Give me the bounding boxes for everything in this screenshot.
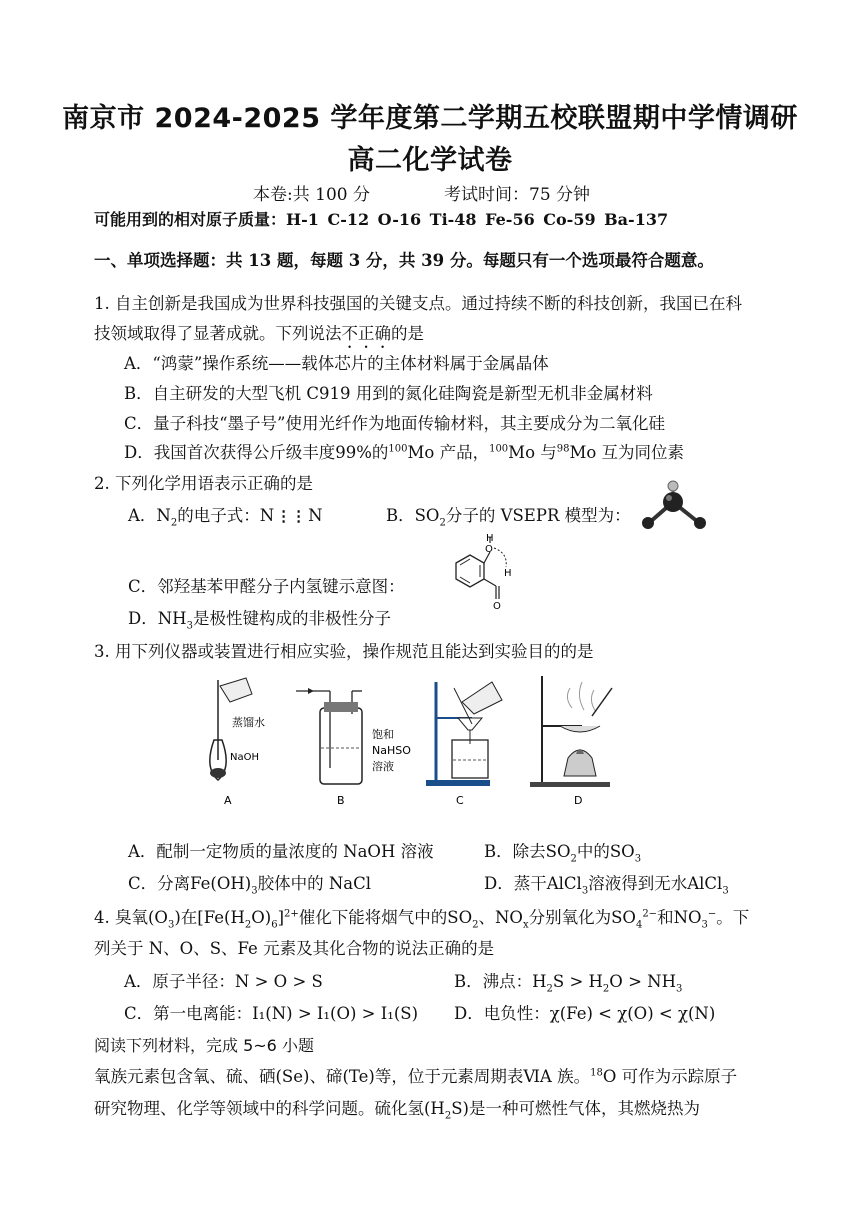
q3-d-alcl3b: AlCl <box>687 874 723 893</box>
q4-ozone: (O <box>148 908 168 927</box>
q4-stem-line1: 4. 臭氧$(O_3)$在$[Fe(H_2O)_6]^{2+}$催化下能将烟气中的$SO_2$、$NO_x$分别氧化为$SO_4^{2-}$和$NO_3^-$。下 <box>94 908 750 931</box>
q3-option-b <box>484 838 641 864</box>
q2-a-text2: 的电子式： <box>177 506 260 525</box>
q1-d-text: D．我国首次获得公斤级丰度99%的 <box>124 443 389 462</box>
fig-sat-label: 饱和 <box>372 728 394 741</box>
q1-option-a: A．“鸿蒙”操作系统——载体芯片的主体材料属于金属晶体 <box>124 354 549 373</box>
q3-b-so3: SO <box>609 842 635 861</box>
q1-d-end: Mo 互为同位素 <box>569 443 685 462</box>
q2-a-dots: ⋮⋮ <box>276 507 307 525</box>
q2-b-text2: 分子的 VSEPR 模型为： <box>445 506 631 525</box>
q4-option-b <box>454 968 682 994</box>
q1-option-b: B．自主研发的大型飞机 C919 用到的氮化硅陶瓷是新型无机非金属材料 <box>124 384 653 403</box>
q4-d-value: χ(Fe) < χ(O) < χ(N) <box>549 1004 716 1023</box>
q4-nox-sub: x <box>522 919 529 931</box>
q2-option-a <box>128 502 323 528</box>
fig-nahso3-label: NaHSO <box>372 744 411 757</box>
passage-h2s-close: S) <box>451 1099 469 1118</box>
passage-line1 <box>94 1063 737 1087</box>
fig-solution-label: 溶液 <box>372 760 394 773</box>
struct-o2: O <box>493 601 501 612</box>
q2-d-text2: 是极性键构成的非极性分子 <box>192 609 391 628</box>
q4-stem-line2: 列关于 N、O、S、Fe 元素及其化合物的说法正确的是 <box>94 939 495 958</box>
q3-b-sub2: 2 <box>570 853 577 865</box>
passage-text6: 是一种可燃性气体，其燃烧热为 <box>468 1099 700 1118</box>
q2-a-n1: N <box>259 506 275 525</box>
q1-d-mo2: Mo 与 <box>508 443 557 462</box>
q3-b-so2: SO <box>545 842 571 861</box>
q1-mass100b: 100 <box>489 443 509 455</box>
q4-text5: 。下 <box>716 908 750 927</box>
q4-option-c <box>124 1000 418 1024</box>
q4-so2: SO <box>447 908 473 927</box>
atomic-masses: 可能用到的相对原子质量：H-1 C-12 O-16 Ti-48 Fe-56 Co-59 Ba-137 <box>94 210 669 229</box>
q4-b-v2: S > H <box>552 972 603 991</box>
q1-mass98: 98 <box>556 443 570 455</box>
passage-se: (Se) <box>275 1067 310 1086</box>
passage-h2s-sub: 2 <box>444 1110 452 1122</box>
passage-text4: O 可作为示踪原子 <box>602 1067 738 1086</box>
q3-c-formula: Fe(OH) <box>190 874 252 893</box>
vsepr-model-image <box>636 476 712 534</box>
struct-o1: O <box>485 544 493 555</box>
q1-stem-line1: 1. 自主创新是我国成为世界科技强国的关键支点。通过持续不断的科技创新，我国已在科 <box>94 294 742 313</box>
q1-option-c: C．量子科技“墨子号”使用光纤作为地面传输材料，其主要成分为二氧化硅 <box>124 414 665 433</box>
exam-subtitle: 高二化学试卷 <box>347 145 513 176</box>
q4-b-h: H <box>532 972 547 991</box>
q3-d-text2: 溶液得到无水 <box>588 874 688 893</box>
q4-so4: SO <box>611 908 636 927</box>
q4-a-text: A．原子半径： <box>124 972 235 991</box>
q3-c-sub: 3 <box>251 885 258 897</box>
q4-c-text: C．第一电离能： <box>124 1004 253 1023</box>
q4-and: 和 <box>657 908 674 927</box>
q3-d-text: D．蒸干 <box>484 874 547 893</box>
q4-text1: 4. 臭氧 <box>94 908 148 927</box>
q1-mass100: 100 <box>388 443 408 455</box>
q2-stem: 2. 下列化学用语表示正确的是 <box>94 474 313 493</box>
q4-b-sub3: 3 <box>675 983 683 995</box>
q3-apparatus-figure <box>200 668 620 810</box>
q3-option-c <box>128 870 371 896</box>
q1-stem-line2 <box>94 320 424 352</box>
q1-stem-end: 的是 <box>391 324 424 343</box>
passage-text5: 研究物理、化学等领域中的科学问题。硫化氢 <box>94 1099 424 1118</box>
passage-te: (Te) <box>342 1067 375 1086</box>
q1-stem-text: 技领域取得了显著成就。下列说法 <box>94 324 342 343</box>
q3-c-text2: 胶体中的 NaCl <box>257 874 372 893</box>
score-info: 本卷:共 100 分 <box>253 185 370 205</box>
fig-water-label: 蒸馏水 <box>232 716 265 729</box>
q2-option-c: C．邻羟基苯甲醛分子内氢键示意图： <box>128 577 405 596</box>
q3-d-sub2: 3 <box>722 885 729 897</box>
q4-text4: 分别氧化为 <box>528 908 612 927</box>
q4-text2: 在 <box>180 908 198 927</box>
time-info: 考试时间：75 分钟 <box>444 185 591 205</box>
q4-b-sub2: 2 <box>602 983 610 995</box>
q3-d-sub: 3 <box>581 885 589 897</box>
q4-b-sub1: 2 <box>546 983 553 995</box>
q4-no3: NO <box>673 908 702 927</box>
passage-text1: 氧族元素包含氧、硫、硒 <box>94 1067 276 1086</box>
q2-a-sub: 2 <box>170 517 178 529</box>
passage-line2 <box>94 1095 700 1121</box>
apparatus-a <box>210 678 265 780</box>
q3-stem: 3. 用下列仪器或装置进行相应实验，操作规范且能达到实验目的的是 <box>94 642 594 661</box>
fig-label-b: B <box>337 794 345 807</box>
q4-a-value: N > O > S <box>234 972 323 991</box>
struct-h1: H <box>486 533 494 544</box>
q4-so4-charge: 2− <box>642 908 658 920</box>
passage-h2s: (H <box>424 1099 445 1118</box>
q3-b-text2: 中的 <box>576 842 610 861</box>
fig-label-c: C <box>456 794 464 807</box>
q2-b-text: B．SO <box>386 506 440 525</box>
q1-option-d <box>124 439 684 463</box>
q3-c-text: C．分离 <box>128 874 191 893</box>
q2-a-n2: N <box>308 506 323 525</box>
q3-b-sub3: 3 <box>634 853 642 865</box>
q4-complex-close: ] <box>277 908 285 927</box>
q2-d-text: D．NH <box>128 609 187 628</box>
q4-no3-charge: − <box>707 908 717 920</box>
q4-ozone-sub: 3 <box>167 919 175 931</box>
q2-d-sub: 3 <box>186 620 193 632</box>
q1-emphasis: 不正确 <box>341 324 391 343</box>
q3-option-d <box>484 870 729 896</box>
q4-nox: 、NO <box>478 908 523 927</box>
q2-a-text: A．N <box>128 506 171 525</box>
q4-charge: 2+ <box>284 908 299 920</box>
passage-intro: 阅读下列材料，完成 5~6 小题 <box>94 1036 314 1055</box>
q4-no3-sub: 3 <box>701 919 708 931</box>
fig-label-d: D <box>574 794 583 807</box>
passage-text2: 、碲 <box>309 1067 343 1086</box>
struct-h2: H <box>504 568 512 579</box>
q4-b-text: B．沸点： <box>454 972 533 991</box>
q4-text3: 催化下能将烟气中的 <box>298 908 448 927</box>
q4-so2-sub: 2 <box>472 919 479 931</box>
q3-d-alcl3: AlCl <box>546 874 582 893</box>
q4-complex-sub: 2 <box>244 919 252 931</box>
q1-d-mo1: Mo 产品， <box>407 443 490 462</box>
passage-text3: 等，位于元素周期表ⅥA 族。 <box>374 1067 591 1086</box>
fig-label-a: A <box>224 794 232 807</box>
q3-option-a: A．配制一定物质的量浓度的 NaOH 溶液 <box>128 842 434 861</box>
q4-b-v3: O > NH <box>609 972 676 991</box>
exam-title: 南京市 2024-2025 学年度第二学期五校联盟期中学情调研 <box>62 103 798 134</box>
q3-b-text: B．除去 <box>484 842 546 861</box>
apparatus-d <box>530 676 612 787</box>
section-heading: 一、单项选择题：共 13 题，每题 3 分，共 39 分。每题只有一个选项最符合题意。 <box>94 251 714 270</box>
q2-b-sub: 2 <box>439 517 446 529</box>
q4-option-a <box>124 968 323 992</box>
q4-d-text: D．电负性： <box>454 1004 550 1023</box>
apparatus-c <box>426 682 502 786</box>
apparatus-b <box>296 688 411 784</box>
q4-option-d <box>454 1000 715 1024</box>
passage-o18: 18 <box>590 1067 603 1079</box>
q2-option-b <box>386 502 631 528</box>
q4-complex2: O) <box>251 908 272 927</box>
q4-complex: [Fe(H <box>197 908 245 927</box>
q4-c-value: I₁(N) > I₁(O) > I₁(S) <box>252 1004 419 1023</box>
hydrogen-bond-structure <box>446 531 526 613</box>
q4-ozone-close: ) <box>174 908 181 927</box>
q2-option-d <box>128 605 391 631</box>
fig-naoh-label: NaOH <box>230 752 259 763</box>
